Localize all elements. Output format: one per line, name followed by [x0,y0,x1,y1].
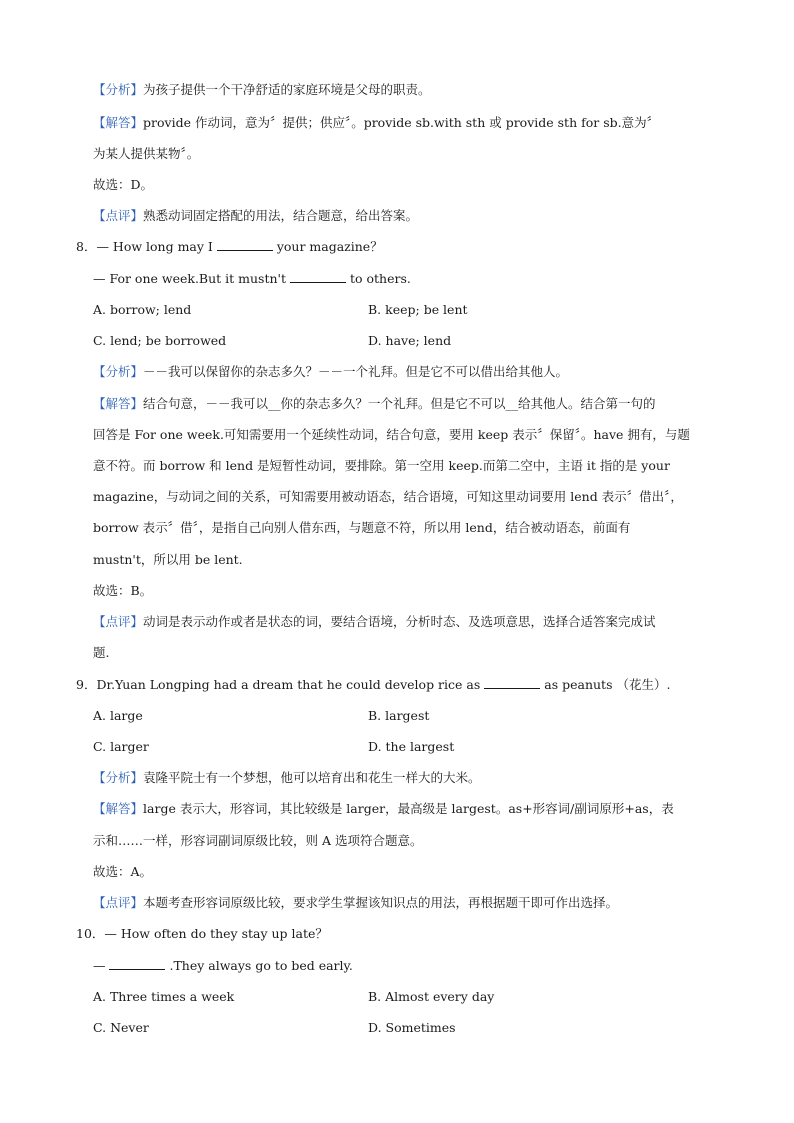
q7-comment [93,207,418,225]
q8-option-c: C. lend; be borrowed [93,333,227,348]
q9-option-c: C. larger [93,739,149,754]
q9-answer-line2: 示和……一样，形容词副词原级比较，则 A 选项符合题意。 [93,833,423,848]
q10-reply [93,957,353,975]
q8-option-d: D. have; lend [368,333,452,348]
q8-reply-end: to others. [349,271,411,286]
q8-stem-start: 8．— How long may I [76,239,213,254]
q9-answer-line1: large 表示大，形容词，其比较级是 larger，最高级是 largest。as+形容词/副词原形+as，表 [143,801,674,816]
q10-option-c: C. Never [93,1020,149,1035]
q8-answer-line2: 回答是 For one week.可知需要用一个延续性动词，结合句意，要用 keep 表示〞保留〞。have 拥有，与题 [93,427,690,442]
q8-option-a: A. borrow; lend [93,302,192,317]
q9-answer [93,800,674,818]
q10-option-a: A. Three times a week [93,989,235,1004]
q10-blank [109,957,165,970]
q8-option-b: B. keep; be lent [368,302,468,317]
q9-blank [484,676,540,689]
q8-answer-line4: magazine，与动词之间的关系，可知需要用被动语态，结合语境，可知这里动词要用 lend 表示〞借出〞， [93,489,683,504]
q9-option-b: B. largest [368,708,430,723]
q7-analysis [93,81,431,99]
q9-comment-text: 本题考查形容词原级比较，要求学生掌握该知识点的用法，再根据题干即可作出选择。 [143,895,619,910]
q9-stem-start: 9．Dr.Yuan Longping had a dream that he could develop rice as [76,677,481,692]
q8-answer-line6: mustn't，所以用 be lent. [93,552,243,567]
q8-analysis [93,363,568,381]
q9-comment [93,894,618,912]
q7-answer-line1: provide 作动词，意为〞提供；供应〞。provide sb.with sth 或 provide sth for sb.意为〞 [143,115,660,130]
q8-reply-start: — For one week.But it mustn't [93,271,287,286]
q8-blank-1 [217,238,273,251]
q9-stem-end: as peanuts （花生）. [544,677,671,692]
answer-tag: 【解答】 [93,396,144,411]
q8-answer-line5: borrow 表示〞借〞，是指自己向别人借东西，与题意不符，所以用 lend，结合被动语态，前面有 [93,520,631,535]
q8-answer [93,395,656,413]
q7-analysis-text: 为孩子提供一个干净舒适的家庭环境是父母的职责。 [143,82,431,97]
answer-tag: 【解答】 [93,115,144,130]
q9-analysis [93,769,481,787]
q9-option-d: D. the largest [368,739,455,754]
q10-stem: 10．— How often do they stay up late？ [76,926,328,941]
q7-comment-text: 熟悉动词固定搭配的用法，结合题意，给出答案。 [143,208,419,223]
q8-analysis-text: －－我可以保留你的杂志多久？－－一个礼拜。但是它不可以借出给其他人。 [143,364,569,379]
comment-tag: 【点评】 [93,208,144,223]
q8-stem-end: your magazine？ [276,239,383,254]
comment-tag: 【点评】 [93,614,144,629]
q9-stem [76,676,670,694]
q8-comment-line1: 动词是表示动作或者是状态的词，要结合语境，分析时态、及选项意思，选择合适答案完成试 [143,614,656,629]
answer-tag: 【解答】 [93,801,144,816]
q8-choice: 故选：B。 [93,583,153,598]
q8-stem [76,238,383,256]
q9-option-a: A. large [93,708,143,723]
q10-reply-dash: — [93,958,106,973]
q7-answer-line2: 为某人提供某物〞。 [93,146,200,161]
comment-tag: 【点评】 [93,895,144,910]
q9-analysis-text: 袁隆平院士有一个梦想，他可以培育出和花生一样大的大米。 [143,770,481,785]
q10-option-b: B. Almost every day [368,989,495,1004]
analysis-tag: 【分析】 [93,82,144,97]
q8-answer-line3: 意不符。而 borrow 和 lend 是短暂性动词，要排除。第一空用 keep.而第二空中，主语 it 指的是 your [93,458,670,473]
q7-answer [93,114,659,132]
q8-comment-line2: 题. [93,645,110,660]
q8-blank-2 [290,270,346,283]
analysis-tag: 【分析】 [93,770,144,785]
q8-comment [93,613,656,631]
q7-choice: 故选：D。 [93,177,154,192]
q9-choice: 故选：A。 [93,864,153,879]
q10-option-d: D. Sometimes [368,1020,456,1035]
q10-reply-end: .They always go to bed early. [169,958,353,973]
q8-answer-line1: 结合句意，－－我可以__你的杂志多久？一个礼拜。但是它不可以__给其他人。结合第一句的 [143,396,656,411]
analysis-tag: 【分析】 [93,364,144,379]
q8-reply [93,270,411,288]
